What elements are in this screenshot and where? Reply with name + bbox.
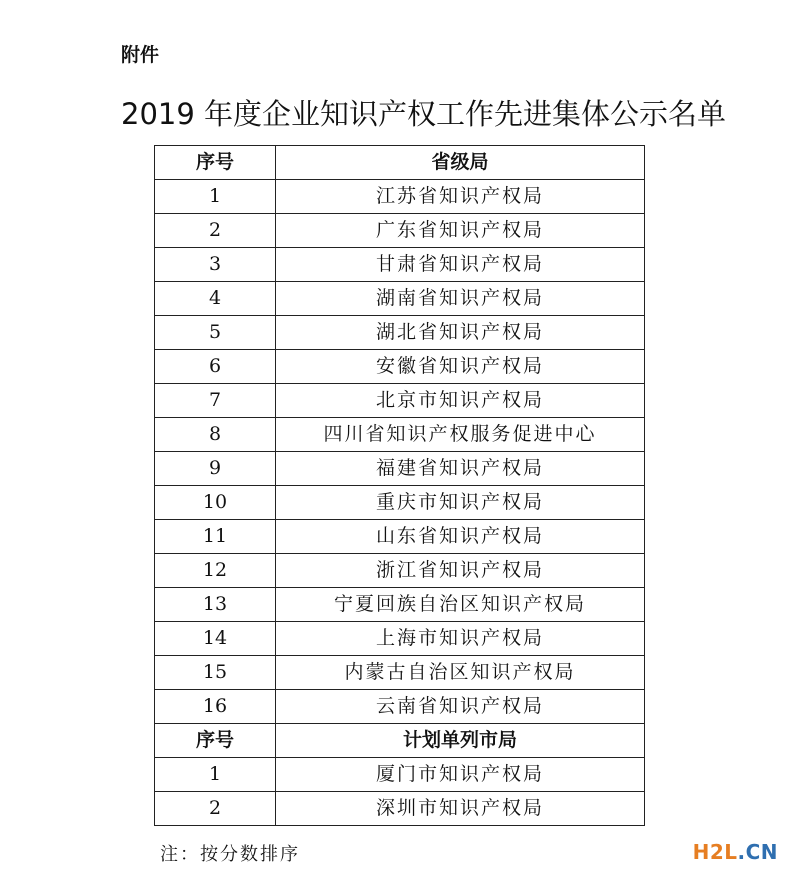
organization-name: 上海市知识产权局 xyxy=(276,622,645,656)
row-number: 2 xyxy=(155,214,276,248)
provincial-header-row xyxy=(155,146,645,180)
row-number: 14 xyxy=(155,622,276,656)
organization-name: 湖北省知识产权局 xyxy=(276,316,645,350)
organization-name: 宁夏回族自治区知识产权局 xyxy=(276,588,645,622)
table-row xyxy=(155,180,645,214)
row-number: 4 xyxy=(155,282,276,316)
row-number: 10 xyxy=(155,486,276,520)
row-number: 1 xyxy=(155,758,276,792)
watermark-part-b: .CN xyxy=(737,840,778,864)
row-number: 11 xyxy=(155,520,276,554)
organization-name: 厦门市知识产权局 xyxy=(276,758,645,792)
organization-name: 深圳市知识产权局 xyxy=(276,792,645,826)
table-row xyxy=(155,758,645,792)
table-row xyxy=(155,452,645,486)
organization-name: 山东省知识产权局 xyxy=(276,520,645,554)
table-row xyxy=(155,316,645,350)
attachment-label: 附件 xyxy=(121,44,160,66)
table-row xyxy=(155,656,645,690)
table-row xyxy=(155,248,645,282)
watermark-part-a: H2L xyxy=(692,840,738,864)
table-row xyxy=(155,282,645,316)
organization-name: 安徽省知识产权局 xyxy=(276,350,645,384)
table-row xyxy=(155,622,645,656)
table-row xyxy=(155,588,645,622)
table-row xyxy=(155,520,645,554)
table-row xyxy=(155,214,645,248)
award-table xyxy=(154,145,645,826)
row-number: 5 xyxy=(155,316,276,350)
table-row xyxy=(155,384,645,418)
table-row xyxy=(155,486,645,520)
site-watermark xyxy=(693,840,778,864)
provincial-header-name: 省级局 xyxy=(276,146,645,180)
row-number: 1 xyxy=(155,180,276,214)
provincial-header-no: 序号 xyxy=(155,146,276,180)
municipal-header-name: 计划单列市局 xyxy=(276,724,645,758)
organization-name: 云南省知识产权局 xyxy=(276,690,645,724)
row-number: 6 xyxy=(155,350,276,384)
table-row xyxy=(155,554,645,588)
municipal-header-row xyxy=(155,724,645,758)
organization-name: 湖南省知识产权局 xyxy=(276,282,645,316)
organization-name: 福建省知识产权局 xyxy=(276,452,645,486)
organization-name: 甘肃省知识产权局 xyxy=(276,248,645,282)
row-number: 8 xyxy=(155,418,276,452)
municipal-header-no: 序号 xyxy=(155,724,276,758)
row-number: 12 xyxy=(155,554,276,588)
row-number: 16 xyxy=(155,690,276,724)
footnote: 注：按分数排序 xyxy=(160,844,300,865)
row-number: 2 xyxy=(155,792,276,826)
row-number: 9 xyxy=(155,452,276,486)
table-row xyxy=(155,350,645,384)
organization-name: 重庆市知识产权局 xyxy=(276,486,645,520)
row-number: 3 xyxy=(155,248,276,282)
row-number: 15 xyxy=(155,656,276,690)
organization-name: 江苏省知识产权局 xyxy=(276,180,645,214)
organization-name: 内蒙古自治区知识产权局 xyxy=(276,656,645,690)
table-row xyxy=(155,690,645,724)
row-number: 7 xyxy=(155,384,276,418)
table-row xyxy=(155,418,645,452)
organization-name: 浙江省知识产权局 xyxy=(276,554,645,588)
organization-name: 四川省知识产权服务促进中心 xyxy=(276,418,645,452)
page-title: 2019 年度企业知识产权工作先进集体公示名单 xyxy=(121,97,727,131)
organization-name: 北京市知识产权局 xyxy=(276,384,645,418)
table-row xyxy=(155,792,645,826)
organization-name: 广东省知识产权局 xyxy=(276,214,645,248)
row-number: 13 xyxy=(155,588,276,622)
